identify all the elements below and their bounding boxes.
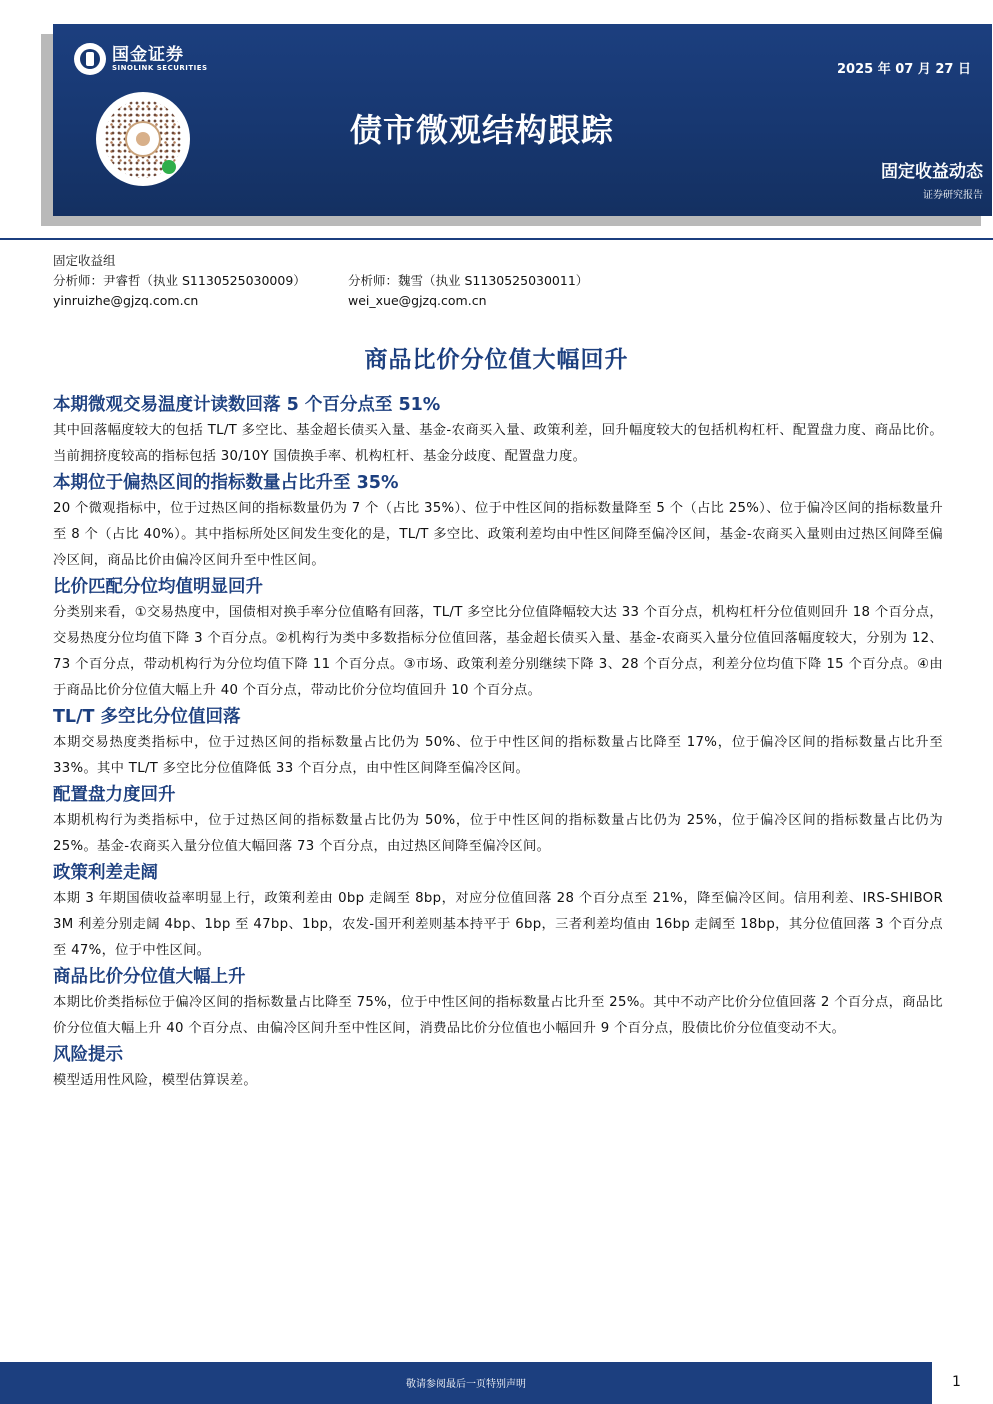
section	[53, 860, 943, 964]
analyst-2-email[interactable]: wei_xue@gjzq.com.cn	[348, 293, 487, 308]
section	[53, 470, 943, 574]
company-logo	[74, 43, 208, 75]
logo-en: SINOLINK SECURITIES	[112, 63, 208, 72]
section-body: 20 个微观指标中，位于过热区间的指标数量仍为 7 个（占比 35%）、位于中性区间的指标数量降至 5 个（占比 25%）、位于偏冷区间的指标数量升至 8 个（占比 40%）。其中指标所处区间发生变化的是，TL/T 多空比、政策利差均由中性区间降至偏冷区间，基金-农商买入量则由过热区间降至偏冷区间，商品比价由偏冷区间升至中性区间。	[53, 501, 943, 568]
qr-code-icon	[96, 92, 190, 186]
section	[53, 574, 943, 704]
report-date: 2025 年 07 月 27 日	[837, 62, 971, 77]
section-heading: 比价匹配分位均值明显回升	[53, 577, 263, 597]
page-footer	[0, 1362, 993, 1404]
logo-mark-icon	[74, 43, 106, 75]
section-heading: 风险提示	[53, 1045, 123, 1065]
report-title: 债市微观结构跟踪	[350, 111, 615, 149]
report-headline: 商品比价分位值大幅回升	[364, 347, 629, 373]
section-heading: 配置盘力度回升	[53, 785, 176, 805]
analyst-2: 分析师：魏雪（执业 S1130525030011）	[348, 273, 589, 288]
footer-bar	[0, 1362, 932, 1404]
section-heading: 本期微观交易温度计读数回落 5 个百分点至 51%	[53, 395, 441, 415]
analyst-1-email[interactable]: yinruizhe@gjzq.com.cn	[53, 293, 199, 308]
author-block	[53, 251, 589, 311]
section	[53, 392, 943, 470]
section	[53, 704, 943, 782]
report-body	[53, 392, 943, 1094]
section-body: 分类别来看，①交易热度中，国债相对换手率分位值略有回落，TL/T 多空比分位值降幅较大达 33 个百分点，机构杠杆分位值则回升 18 个百分点，交易热度分位均值下降 3 个百分点。②机构行为类中多数指标分位值回落，基金超长债买入量、基金-农商买入量分位值回落幅度较大，分别为 12、73 个百分点，带动机构行为分位均值下降 11 个百分点。③市场、政策利差分别继续下降 3、28 个百分点，利差分位均值下降 15 个百分点。④由于商品比价分位值大幅上升 40 个百分点，带动比价分位均值回升 10 个百分点。	[53, 605, 943, 698]
section-heading: TL/T 多空比分位值回落	[53, 707, 241, 727]
section-heading: 本期位于偏热区间的指标数量占比升至 35%	[53, 473, 399, 493]
section	[53, 964, 943, 1042]
section-heading: 政策利差走阔	[53, 863, 158, 883]
section-heading: 商品比价分位值大幅上升	[53, 967, 246, 987]
report-category: 固定收益动态	[881, 162, 983, 182]
header-divider	[0, 238, 993, 240]
section-body: 本期机构行为类指标中，位于过热区间的指标数量占比仍为 50%，位于中性区间的指标数量占比仍为 25%，位于偏冷区间的指标数量占比仍为 25%。基金-农商买入量分位值大幅回落 73 个百分点，由过热区间降至偏冷区间。	[53, 813, 943, 854]
author-group: 固定收益组	[53, 253, 116, 268]
logo-cn: 国金证券	[112, 44, 184, 65]
section-body: 模型适用性风险，模型估算误差。	[53, 1073, 257, 1088]
section-body: 本期交易热度类指标中，位于过热区间的指标数量占比仍为 50%、位于中性区间的指标数量占比降至 17%，位于偏冷区间的指标数量占比升至 33%。其中 TL/T 多空比分位值降低 33 个百分点，由中性区间降至偏冷区间。	[53, 735, 943, 776]
section-body: 本期比价类指标位于偏冷区间的指标数量占比降至 75%，位于中性区间的指标数量占比升至 25%。其中不动产比价分位值回落 2 个百分点，商品比价分位值大幅上升 40 个百分点、由偏冷区间升至中性区间，消费品比价分位值也小幅回升 9 个百分点，股债比价分位值变动不大。	[53, 995, 943, 1036]
footer-disclaimer: 敬请参阅最后一页特别声明	[406, 1379, 526, 1390]
section	[53, 782, 943, 860]
page-number: 1	[952, 1374, 961, 1390]
analyst-1: 分析师：尹睿哲（执业 S1130525030009）	[53, 273, 306, 288]
section-body: 其中回落幅度较大的包括 TL/T 多空比、基金超长债买入量、基金-农商买入量、政策利差，回升幅度较大的包括机构杠杆、配置盘力度、商品比价。当前拥挤度较高的指标包括 30/10Y 国债换手率、机构杠杆、基金分歧度、配置盘力度。	[53, 423, 943, 464]
report-subcategory: 证券研究报告	[923, 190, 983, 201]
section	[53, 1042, 943, 1094]
section-body: 本期 3 年期国债收益率明显上行，政策利差由 0bp 走阔至 8bp，对应分位值回落 28 个百分点至 21%，降至偏冷区间。信用利差、IRS-SHIBOR 3M 利差分别走阔 4bp、1bp 至 47bp、1bp，农发-国开利差则基本持平于 6bp，三者利差均值由 16bp 走阔至 18bp，其分位值回落 3 个百分点至 47%，位于中性区间。	[53, 891, 943, 958]
